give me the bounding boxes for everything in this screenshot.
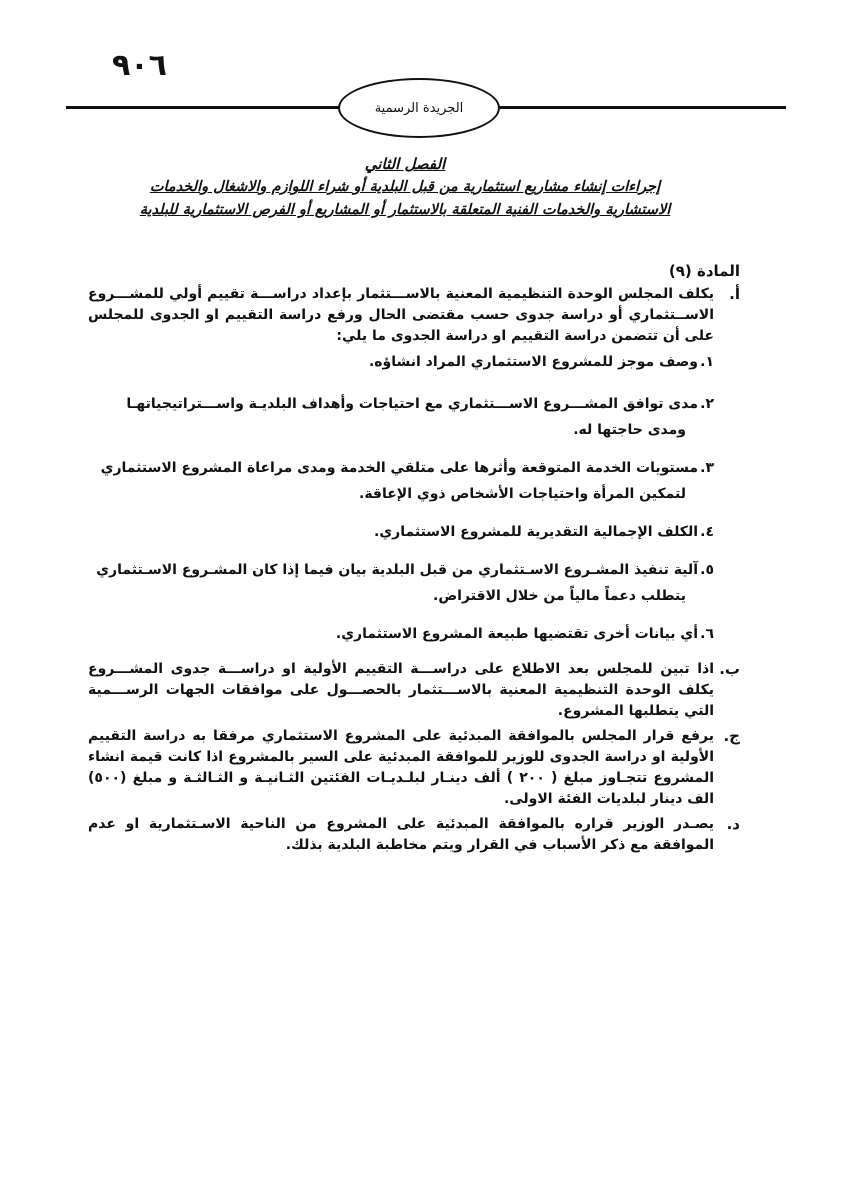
list-item-number: ٥.: [700, 562, 714, 578]
paragraph-letter: ج.: [723, 727, 740, 745]
list-item-continuation: ومدى حاجتها له.: [573, 422, 686, 438]
chapter-heading: الفصل الثاني: [364, 155, 446, 173]
paragraph-b: [88, 659, 740, 722]
paragraph-a: [88, 284, 740, 347]
list-item: [88, 349, 740, 375]
list-item-number: ٦.: [700, 626, 714, 642]
chapter-titles: [90, 152, 720, 222]
paragraph-c: [88, 726, 740, 810]
article-heading: المادة (٩): [668, 262, 740, 280]
paragraph-text: يرفع قرار المجلس بالموافقة المبدئية على المشروع الاستثماري مرفقا به دراسة التقييم الأولية او دراسة الجدوى للوزير للموافقة المبدئية على السير بالمشروع اذا كانت قيمة انشاء المشروع تتجـاوز مبلغ ( ٢٠٠ ) ألف دينـار لبلـديـات الفئتين الثـانيـة و الثـالثـة و مبلغ (٥٠٠) الف دينار لبلديات الفئة الاولى.: [88, 728, 714, 807]
publication-title: الجريدة الرسمية: [374, 100, 464, 116]
paragraph-letter: أ.: [729, 285, 740, 303]
list-item: [88, 621, 740, 647]
paragraph-letter: ب.: [719, 660, 740, 678]
chapter-subtitle-line-1: إجراءات إنشاء مشاريع استثمارية من قبل البلدية أو شراء اللوازم والاشغال والخدمات: [149, 179, 661, 195]
list-item-continuation: يتطلب دعماً مالياً من خلال الاقتراض.: [433, 588, 686, 604]
list-item: [88, 391, 740, 443]
list-item-text: أي بيانات أخرى تقتضيها طبيعة المشروع الاستثماري.: [335, 626, 698, 642]
paragraph-d: [88, 814, 740, 856]
list-item-text: الكلف الإجمالية التقديرية للمشروع الاستثماري.: [374, 524, 698, 540]
list-item-number: ٢.: [700, 396, 714, 412]
article-body: [88, 262, 740, 860]
list-item-text: آلية تنفيذ المشـروع الاسـتثماري من قبل البلدية بيان فيما إذا كان المشـروع الاسـتثماري: [96, 562, 698, 578]
list-item-text: مدى توافق المشـــروع الاســـتثماري مع احتياجات وأهداف البلديـة واســـتراتيجياتهـا: [126, 396, 698, 412]
list-item-continuation: لتمكين المرأة واحتياجات الأشخاص ذوي الإعاقة.: [359, 486, 686, 502]
list-item: [88, 519, 740, 545]
paragraph-letter: د.: [726, 815, 740, 833]
page-number: ٩٠٦: [112, 48, 167, 83]
chapter-subtitle-line-2: الاستشارية والخدمات الفنية المتعلقة بالاستثمار أو المشاريع أو الفرص الاستثمارية للبلدية: [139, 202, 671, 219]
publication-badge: [338, 78, 500, 138]
list-item: [88, 455, 740, 507]
list-item-number: ٣.: [700, 460, 714, 476]
list-item-number: ١.: [700, 354, 714, 370]
list-item-number: ٤.: [700, 524, 714, 540]
list-item-text: مستويات الخدمة المتوقعة وأثرها على متلقي الخدمة ومدى مراعاة المشروع الاستثماري: [100, 460, 698, 476]
list-item-text: وصف موجز للمشروع الاستثماري المراد انشاؤه.: [368, 354, 698, 370]
paragraph-text: يكلف المجلس الوحدة التنظيمية المعنية بالاســـتثمار بإعداد دراســـة تقييم أولي للمشـــروع الاســتثماري أو دراسة جدوى حسب مقتضى الحال ورفع دراسة التقييم او الجدوى للمجلس على أن تتضمن دراسة التقييم او دراسة الجدوى ما يلي:: [88, 286, 714, 344]
paragraph-text: اذا تبين للمجلس بعد الاطلاع على دراســـة التقييم الأولية او دراســـة جدوى المشـــروع يكلف الوحدة التنظيمية المعنية بالاســـتثمار بالحصـــول على موافقات الجهات الرســـمية التي يتطلبها المشروع.: [88, 661, 714, 719]
list-item: [88, 557, 740, 609]
paragraph-text: يصـدر الوزير قراره بالموافقة المبدئية على المشروع من الناحية الاسـتثمارية او عدم الموافقة مع ذكر الأسباب في القرار ويتم مخاطبة البلدية بذلك.: [88, 816, 714, 853]
